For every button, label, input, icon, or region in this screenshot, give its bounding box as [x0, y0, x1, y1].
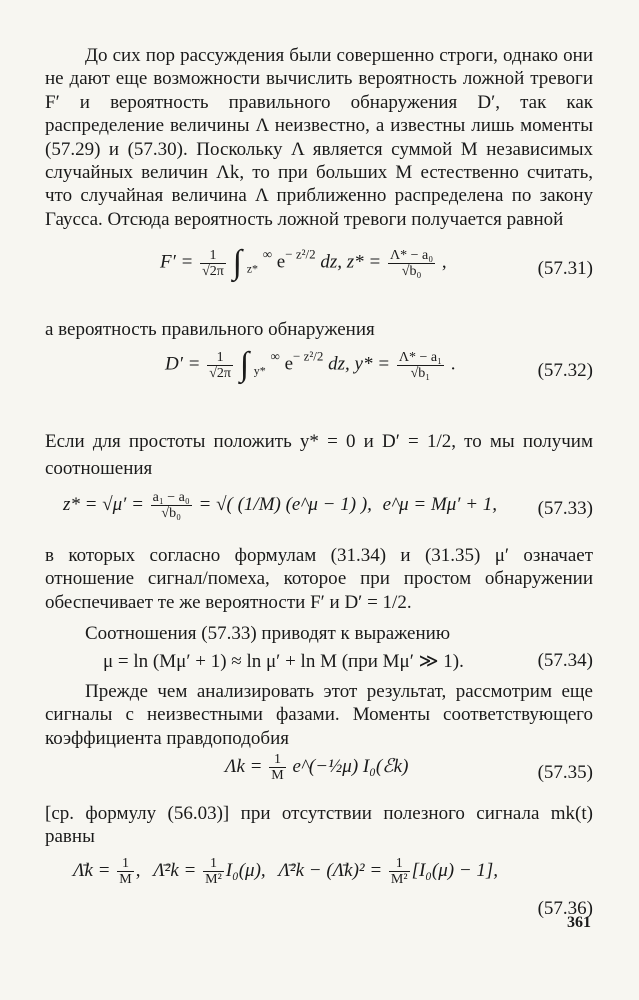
- integral-sign: ∫: [239, 346, 250, 383]
- paragraph-7: [ср. формулу (56.03)] при отсутствии полезного сигнала mk(t) равны: [45, 803, 593, 848]
- equation-57-36: Λ̄k = $\frac{1}{M}$ , Λ̄²k = $\frac{1}{\text{M²}}$ I₀(μ), Λ̄²k − (Λ̄k)² = $\frac{1}{\text{M²}}$ [I₀(μ) − 1], (57.36): [73, 856, 593, 919]
- fraction: $\frac{1}{\text{M²}}$: [390, 856, 408, 887]
- exponent: − z²/2: [293, 348, 324, 364]
- integral-sign: ∫: [232, 244, 242, 281]
- equation-number: (57.35): [537, 762, 593, 783]
- equation-57-34: μ = ln (Mμ′ + 1) ≈ ln μ′ + ln M (при Mμ′ ≫ 1). (57.34): [103, 650, 593, 672]
- fraction: $\frac{1}{M}$: [271, 752, 284, 783]
- equation-number: (57.33): [537, 498, 593, 519]
- eq-lhs: F′ =: [160, 251, 194, 273]
- fraction: $\frac{\text{a₁ − a₀}}{\text{√b₀}}$: [152, 490, 190, 521]
- integral-upper-limit: ∞: [262, 246, 273, 262]
- fraction: $\frac{1}{\text{M²}}$: [205, 856, 222, 887]
- paragraph-6: Прежде чем анализировать этот результат, рассмотрим еще сигналы с неизвестными фазами. Моменты соответствующего коэффициента правдоподобия: [45, 681, 593, 749]
- integral-upper-limit: ∞: [270, 348, 280, 364]
- equation-57-32: D′ = $\frac{1}{√2\pi}$ ∫ $_{y*}$ ∞ $e^{- z^2/2}$ dz, y* = $\frac{\text{Λ* − a₁}}{\text{√b₁}}$ . (57.32): [165, 346, 593, 383]
- fraction: $\frac{1}{√2\pi}$: [202, 247, 224, 279]
- paragraph-2: а вероятность правильного обнаружения: [45, 319, 375, 340]
- fraction: $\frac{\text{Λ* − a₁}}{\text{√b₁}}$: [398, 349, 442, 381]
- integral-lower-limit: y*: [253, 363, 266, 378]
- page-number: 361: [567, 914, 591, 931]
- paragraph-1: До сих пор рассуждения были совершенно строги, однако они не дают еще возможности вычислить вероятность ложной тревоги F′ и вероятность правильного обнаружения D′, так как распределение величины Λ неизвестно, а известны лишь моменты (57.29) и (57.30). Поскольку Λ является суммой M независимых случайных величин Λk, то при больших M естественно считать, что случайная величина Λ приближенно распределена по закону Гаусса. Отсюда вероятность ложной тревоги получается равной: [45, 45, 593, 230]
- fraction: $\frac{1}{√2\pi}$: [209, 349, 231, 381]
- fraction: $\frac{\text{Λ* − a₀}}{\text{√b₀}}$: [389, 247, 434, 279]
- eq-lhs: Λk =: [225, 755, 263, 777]
- exponent: − z²/2: [285, 246, 316, 262]
- paragraph-4: в которых согласно формулам (31.34) и (31.35) μ′ означает отношение сигнал/помеха, которое при простом обнаружении обеспечивает те же вероятности F′ и D′ = 1/2.: [45, 545, 593, 613]
- equation-number: (57.31): [537, 258, 593, 279]
- fraction: $\frac{1}{M}$: [119, 856, 132, 887]
- eq-lhs: D′ =: [165, 353, 201, 375]
- paragraph-5: Соотношения (57.33) приводят к выражению: [85, 623, 451, 644]
- equation-57-33: z* = √μ′ = $\frac{\text{a₁ − a₀}}{\text{√b₀}}$ = √( (1/M) (e^μ − 1) ), e^μ = Mμ′ + 1, (57.33): [63, 490, 593, 521]
- equation-57-31: F′ = $\frac{1}{√2\pi}$ ∫ $_{z*}$ ∞ $e^{- z^2/2}$ dz, z* = $\frac{\text{Λ* − a₀}}{\text{√b₀}}$ , (57.31): [160, 244, 593, 281]
- equation-number: (57.36): [537, 898, 593, 919]
- equation-number: (57.32): [537, 360, 593, 381]
- paragraph-3: Если для простоты положить y* = 0 и D′ = 1/2, то мы получим соотношения: [45, 431, 593, 479]
- equation-number: (57.34): [537, 650, 593, 671]
- equation-57-35: Λk = $\frac{1}{M}$ e^(−½μ) I₀(ℰk) (57.35): [225, 752, 593, 783]
- integral-lower-limit: z*: [246, 261, 259, 276]
